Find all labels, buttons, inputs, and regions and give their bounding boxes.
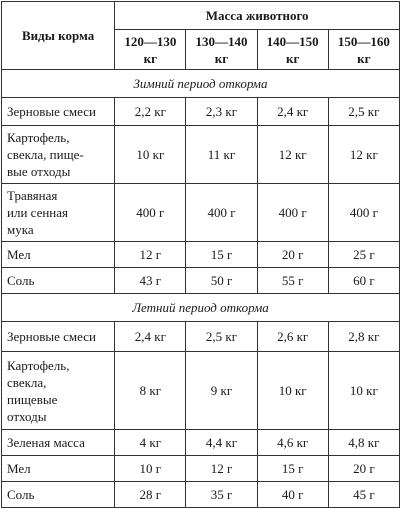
feed-name-line: Зерновые смеси	[7, 329, 96, 344]
amount-cell: 20 г	[328, 456, 399, 482]
amount-cell: 2,2 кг	[115, 98, 186, 126]
feed-name-line: Картофель,	[7, 357, 70, 373]
feed-name-line: Соль	[7, 487, 35, 502]
amount-cell: 400 г	[115, 184, 186, 242]
mass-range-unit: кг	[285, 50, 300, 66]
mass-range-value: 150—160	[337, 33, 390, 49]
header-row-top	[2, 2, 400, 30]
feed-name-cell	[2, 456, 115, 482]
mass-range-value: 140—150	[266, 33, 319, 49]
amount-cell: 8 кг	[115, 352, 186, 430]
mass-range-unit: кг	[143, 50, 158, 66]
feed-name-cell	[2, 482, 115, 508]
feed-name-line: Картофель,	[7, 130, 70, 145]
amount-cell: 2,3 кг	[186, 98, 257, 126]
feed-name-cell	[2, 352, 115, 430]
amount-cell: 4,4 кг	[186, 430, 257, 456]
amount-cell: 4,8 кг	[328, 430, 399, 456]
feed-name-line: отходы	[7, 408, 47, 424]
amount-cell: 12 г	[186, 456, 257, 482]
amount-cell: 35 г	[186, 482, 257, 508]
amount-cell: 2,6 кг	[257, 322, 328, 352]
table-body	[2, 70, 400, 508]
amount-cell: 400 г	[328, 184, 399, 242]
amount-cell: 9 кг	[186, 352, 257, 430]
feed-name-line: пищевые	[7, 391, 58, 407]
amount-cell: 45 г	[328, 482, 399, 508]
feed-name-cell	[2, 322, 115, 352]
amount-cell: 400 г	[186, 184, 257, 242]
feed-name-line: Мел	[7, 247, 31, 262]
amount-cell: 12 г	[115, 242, 186, 268]
amount-cell: 2,5 кг	[328, 98, 399, 126]
amount-cell: 4 кг	[115, 430, 186, 456]
mass-range-value: 130—140	[195, 33, 248, 49]
amount-cell: 4,6 кг	[257, 430, 328, 456]
feed-name-cell	[2, 126, 115, 184]
mass-range-unit: кг	[357, 50, 371, 66]
amount-cell: 400 г	[257, 184, 328, 242]
feed-name-line: Зеленая масса	[7, 435, 85, 450]
amount-cell: 60 г	[328, 268, 399, 294]
amount-cell: 10 кг	[115, 126, 186, 184]
mass-range-unit: кг	[214, 50, 229, 66]
mass-range-header	[328, 30, 399, 70]
feed-name-line: свекла,	[7, 374, 47, 390]
amount-cell: 55 г	[257, 268, 328, 294]
amount-cell: 40 г	[257, 482, 328, 508]
mass-range-value: 120—130	[124, 33, 177, 49]
feed-name-cell	[2, 184, 115, 242]
table-row	[2, 268, 400, 294]
feed-type-header: Виды корма	[2, 2, 115, 70]
table-row	[2, 242, 400, 268]
amount-cell: 15 г	[257, 456, 328, 482]
amount-cell: 2,5 кг	[186, 322, 257, 352]
amount-cell: 10 г	[115, 456, 186, 482]
section-title: Зимний период откорма	[2, 70, 400, 98]
mass-range-header	[115, 30, 186, 70]
feed-name-cell	[2, 98, 115, 126]
section-title-row	[2, 294, 400, 322]
feed-name-cell	[2, 430, 115, 456]
amount-cell: 20 г	[257, 242, 328, 268]
mass-range-header	[257, 30, 328, 70]
feed-name-line: или сенная	[7, 205, 69, 220]
amount-cell: 28 г	[115, 482, 186, 508]
feed-name-line: Травяная	[7, 188, 58, 203]
amount-cell: 2,8 кг	[328, 322, 399, 352]
amount-cell: 2,4 кг	[257, 98, 328, 126]
amount-cell: 12 кг	[257, 126, 328, 184]
feed-name-line: Зерновые смеси	[7, 104, 96, 119]
feed-name-cell	[2, 242, 115, 268]
section-title-row	[2, 70, 400, 98]
feed-name-line: вые отходы	[7, 164, 71, 179]
amount-cell: 15 г	[186, 242, 257, 268]
table-row	[2, 322, 400, 352]
table-row	[2, 352, 400, 430]
amount-cell: 2,4 кг	[115, 322, 186, 352]
amount-cell: 50 г	[186, 268, 257, 294]
table-row	[2, 184, 400, 242]
amount-cell: 25 г	[328, 242, 399, 268]
amount-cell: 10 кг	[257, 352, 328, 430]
table-row	[2, 430, 400, 456]
feed-ration-table	[1, 1, 400, 508]
table-row	[2, 456, 400, 482]
table-row	[2, 482, 400, 508]
amount-cell: 10 кг	[328, 352, 399, 430]
feed-name-line: Мел	[7, 461, 31, 476]
feed-name-cell	[2, 268, 115, 294]
table-row	[2, 126, 400, 184]
table-row	[2, 98, 400, 126]
animal-mass-header: Масса животного	[115, 2, 400, 30]
feed-name-line: Соль	[7, 273, 35, 288]
feed-name-line: мука	[7, 222, 34, 237]
amount-cell: 11 кг	[186, 126, 257, 184]
mass-range-header	[186, 30, 257, 70]
amount-cell: 43 г	[115, 268, 186, 294]
amount-cell: 12 кг	[328, 126, 399, 184]
section-title: Летний период откорма	[2, 294, 400, 322]
feed-name-line: свекла, пище-	[7, 147, 84, 162]
